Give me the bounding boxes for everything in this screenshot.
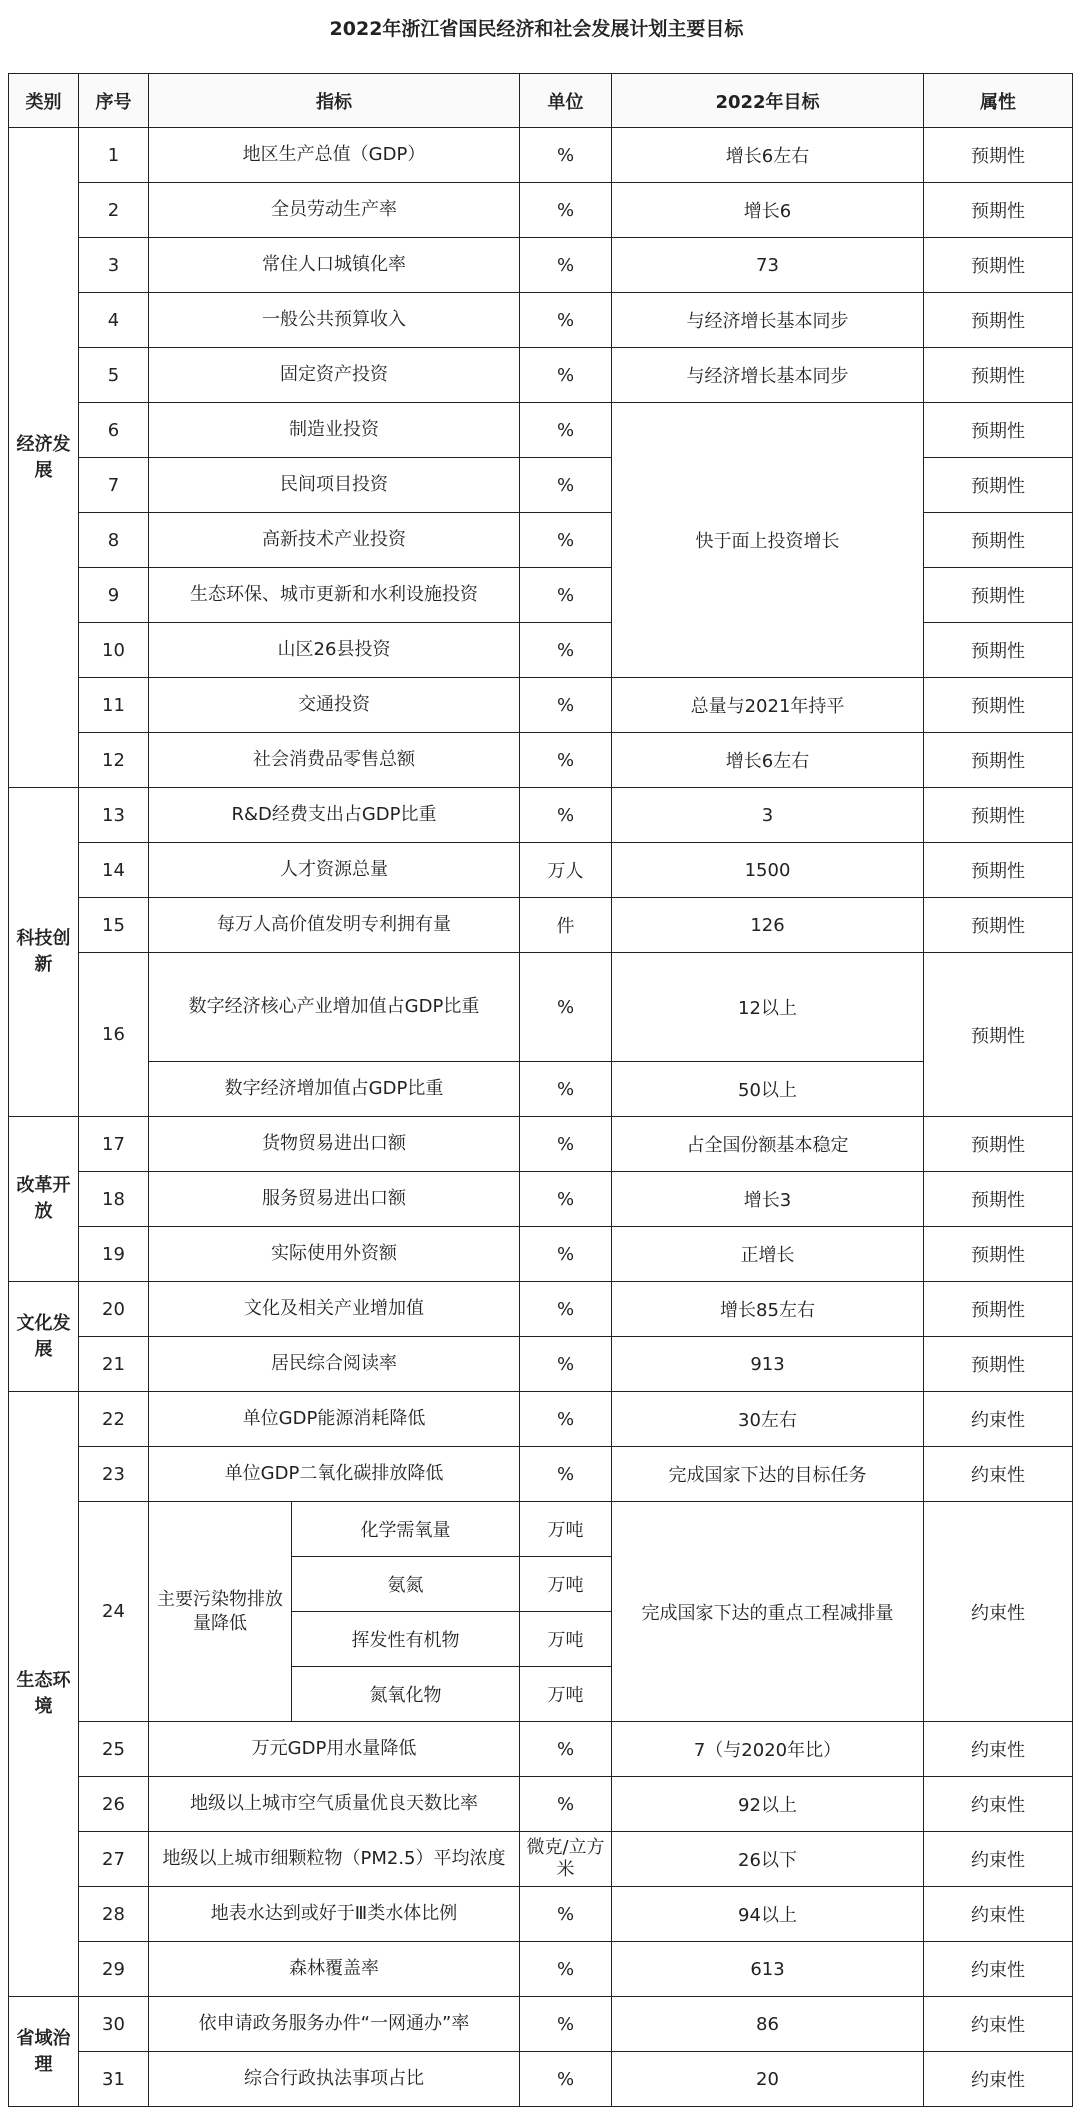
row-unit: % — [520, 513, 612, 568]
row-attribute: 预期性 — [924, 238, 1073, 293]
row-target: 3 — [612, 788, 924, 843]
row-number: 4 — [79, 293, 149, 348]
row-indicator: 民间项目投资 — [149, 458, 520, 513]
table-row — [9, 1227, 1073, 1282]
table-row — [9, 1887, 1073, 1942]
row-attribute: 约束性 — [924, 1502, 1073, 1722]
row-indicator: R&D经费支出占GDP比重 — [149, 788, 520, 843]
table-row — [9, 1062, 1073, 1117]
table-row — [9, 1722, 1073, 1777]
table-row — [9, 843, 1073, 898]
row-attribute: 约束性 — [924, 1447, 1073, 1502]
category-tech: 科技创新 — [9, 788, 79, 1117]
row-unit: % — [520, 458, 612, 513]
row-number: 14 — [79, 843, 149, 898]
row-unit: % — [520, 1117, 612, 1172]
row-target: 50以上 — [612, 1062, 924, 1117]
header-row — [9, 74, 1073, 128]
row-unit: % — [520, 2052, 612, 2107]
pollutant-name: 氮氧化物 — [292, 1667, 520, 1722]
row-unit: % — [520, 348, 612, 403]
table-row — [9, 953, 1073, 1062]
row-target: 1500 — [612, 843, 924, 898]
header-unit: 单位 — [520, 74, 612, 128]
row-number: 30 — [79, 1997, 149, 2052]
table-row — [9, 1392, 1073, 1447]
row-attribute: 预期性 — [924, 1337, 1073, 1392]
row-number: 16 — [79, 953, 149, 1117]
row-unit: % — [520, 678, 612, 733]
row-indicator: 单位GDP能源消耗降低 — [149, 1392, 520, 1447]
row-indicator: 实际使用外资额 — [149, 1227, 520, 1282]
row-unit: % — [520, 293, 612, 348]
row-number: 10 — [79, 623, 149, 678]
row-unit: % — [520, 1997, 612, 2052]
row-unit: % — [520, 1942, 612, 1997]
row-number: 20 — [79, 1282, 149, 1337]
table-row — [9, 128, 1073, 183]
pollutant-unit: 万吨 — [520, 1612, 612, 1667]
row-number: 7 — [79, 458, 149, 513]
row-unit: % — [520, 1282, 612, 1337]
row-unit: % — [520, 1062, 612, 1117]
row-target: 完成国家下达的目标任务 — [612, 1447, 924, 1502]
row-unit: % — [520, 623, 612, 678]
table-row — [9, 238, 1073, 293]
row-indicator: 单位GDP二氧化碳排放降低 — [149, 1447, 520, 1502]
row-number: 29 — [79, 1942, 149, 1997]
table-row — [9, 1832, 1073, 1887]
category-reform: 改革开放 — [9, 1117, 79, 1282]
row-target: 增长6 — [612, 183, 924, 238]
header-target: 2022年目标 — [612, 74, 924, 128]
row-attribute: 预期性 — [924, 513, 1073, 568]
row-unit: % — [520, 733, 612, 788]
header-number: 序号 — [79, 74, 149, 128]
row-attribute: 预期性 — [924, 953, 1073, 1117]
row-indicator: 万元GDP用水量降低 — [149, 1722, 520, 1777]
row-attribute: 预期性 — [924, 1227, 1073, 1282]
row-indicator: 全员劳动生产率 — [149, 183, 520, 238]
row-number: 28 — [79, 1887, 149, 1942]
row-indicator: 地级以上城市空气质量优良天数比率 — [149, 1777, 520, 1832]
row-number: 12 — [79, 733, 149, 788]
row-attribute: 预期性 — [924, 348, 1073, 403]
row-target: 与经济增长基本同步 — [612, 348, 924, 403]
table-row — [9, 1997, 1073, 2052]
row-target: 增长6左右 — [612, 733, 924, 788]
row-target: 94以上 — [612, 1887, 924, 1942]
table-row — [9, 678, 1073, 733]
row-unit: 件 — [520, 898, 612, 953]
table-row — [9, 733, 1073, 788]
row-attribute: 约束性 — [924, 1392, 1073, 1447]
row-attribute: 约束性 — [924, 1942, 1073, 1997]
row-target: 92以上 — [612, 1777, 924, 1832]
row-indicator: 一般公共预算收入 — [149, 293, 520, 348]
row-unit: % — [520, 1447, 612, 1502]
category-ecology: 生态环境 — [9, 1392, 79, 1997]
row-unit: % — [520, 183, 612, 238]
row-attribute: 约束性 — [924, 1722, 1073, 1777]
row-number: 19 — [79, 1227, 149, 1282]
table-row — [9, 1777, 1073, 1832]
row-number: 13 — [79, 788, 149, 843]
table-row — [9, 788, 1073, 843]
row-number: 23 — [79, 1447, 149, 1502]
row-indicator: 依申请政务服务办件“一网通办”率 — [149, 1997, 520, 2052]
row-attribute: 预期性 — [924, 1172, 1073, 1227]
row-number: 6 — [79, 403, 149, 458]
row-attribute: 预期性 — [924, 128, 1073, 183]
row-unit: 微克/立方米 — [520, 1832, 612, 1887]
row-unit: % — [520, 1722, 612, 1777]
row-target: 占全国份额基本稳定 — [612, 1117, 924, 1172]
table-row — [9, 898, 1073, 953]
row-number: 27 — [79, 1832, 149, 1887]
row-unit: % — [520, 238, 612, 293]
row-target: 26以下 — [612, 1832, 924, 1887]
row-indicator: 每万人高价值发明专利拥有量 — [149, 898, 520, 953]
table-row — [9, 1942, 1073, 1997]
row-indicator: 人才资源总量 — [149, 843, 520, 898]
row-target: 12以上 — [612, 953, 924, 1062]
row-target: 总量与2021年持平 — [612, 678, 924, 733]
row-target: 增长6左右 — [612, 128, 924, 183]
row-indicator: 森林覆盖率 — [149, 1942, 520, 1997]
row-number: 17 — [79, 1117, 149, 1172]
row-target: 30左右 — [612, 1392, 924, 1447]
row-unit: % — [520, 1392, 612, 1447]
row-attribute: 预期性 — [924, 458, 1073, 513]
row-unit: % — [520, 1337, 612, 1392]
row-number: 11 — [79, 678, 149, 733]
row-attribute: 预期性 — [924, 678, 1073, 733]
row-unit: % — [520, 1172, 612, 1227]
row-number: 9 — [79, 568, 149, 623]
category-culture: 文化发展 — [9, 1282, 79, 1392]
table-row — [9, 183, 1073, 238]
row-unit: % — [520, 403, 612, 458]
row-indicator: 交通投资 — [149, 678, 520, 733]
row-indicator: 文化及相关产业增加值 — [149, 1282, 520, 1337]
pollutant-name: 挥发性有机物 — [292, 1612, 520, 1667]
row-target: 正增长 — [612, 1227, 924, 1282]
row-target: 与经济增长基本同步 — [612, 293, 924, 348]
row-attribute: 预期性 — [924, 898, 1073, 953]
row-unit: % — [520, 1777, 612, 1832]
row-number: 5 — [79, 348, 149, 403]
table-row — [9, 1117, 1073, 1172]
row-number: 31 — [79, 2052, 149, 2107]
pollutant-name: 化学需氧量 — [292, 1502, 520, 1557]
targets-table — [8, 73, 1073, 2107]
row-indicator: 货物贸易进出口额 — [149, 1117, 520, 1172]
row-indicator: 服务贸易进出口额 — [149, 1172, 520, 1227]
row-indicator: 高新技术产业投资 — [149, 513, 520, 568]
row-attribute: 约束性 — [924, 1887, 1073, 1942]
row-indicator: 制造业投资 — [149, 403, 520, 458]
row-unit: 万人 — [520, 843, 612, 898]
row-target: 86 — [612, 1997, 924, 2052]
row-unit: % — [520, 788, 612, 843]
row-indicator: 居民综合阅读率 — [149, 1337, 520, 1392]
row-number: 2 — [79, 183, 149, 238]
row-indicator: 地表水达到或好于Ⅲ类水体比例 — [149, 1887, 520, 1942]
row-attribute: 预期性 — [924, 733, 1073, 788]
row-number: 24 — [79, 1502, 149, 1722]
pollutant-name: 氨氮 — [292, 1557, 520, 1612]
table-row — [9, 293, 1073, 348]
row-attribute: 预期性 — [924, 403, 1073, 458]
category-economy: 经济发展 — [9, 128, 79, 788]
row-number: 18 — [79, 1172, 149, 1227]
row-target: 126 — [612, 898, 924, 953]
header-category: 类别 — [9, 74, 79, 128]
table-row — [9, 1447, 1073, 1502]
table-row — [9, 1282, 1073, 1337]
row-target: 增长3 — [612, 1172, 924, 1227]
row-number: 25 — [79, 1722, 149, 1777]
row-number: 26 — [79, 1777, 149, 1832]
row-indicator: 常住人口城镇化率 — [149, 238, 520, 293]
row-attribute: 约束性 — [924, 2052, 1073, 2107]
row-attribute: 预期性 — [924, 183, 1073, 238]
row-indicator: 数字经济核心产业增加值占GDP比重 — [149, 953, 520, 1062]
row-number: 22 — [79, 1392, 149, 1447]
row-attribute: 预期性 — [924, 293, 1073, 348]
row-number: 1 — [79, 128, 149, 183]
row-target: 20 — [612, 2052, 924, 2107]
row-indicator: 主要污染物排放量降低 — [149, 1502, 292, 1722]
row-unit: % — [520, 128, 612, 183]
table-row — [9, 1502, 1073, 1557]
row-unit: % — [520, 1887, 612, 1942]
row-attribute: 预期性 — [924, 788, 1073, 843]
table-row — [9, 403, 1073, 458]
row-indicator: 生态环保、城市更新和水利设施投资 — [149, 568, 520, 623]
row-indicator: 山区26县投资 — [149, 623, 520, 678]
row-target: 7（与2020年比） — [612, 1722, 924, 1777]
header-indicator: 指标 — [149, 74, 520, 128]
row-target: 增长85左右 — [612, 1282, 924, 1337]
row-attribute: 预期性 — [924, 623, 1073, 678]
row-target-merged: 快于面上投资增长 — [612, 403, 924, 678]
pollutant-unit: 万吨 — [520, 1667, 612, 1722]
row-number: 3 — [79, 238, 149, 293]
table-row — [9, 1172, 1073, 1227]
row-indicator: 社会消费品零售总额 — [149, 733, 520, 788]
row-target: 完成国家下达的重点工程减排量 — [612, 1502, 924, 1722]
row-attribute: 预期性 — [924, 843, 1073, 898]
row-number: 21 — [79, 1337, 149, 1392]
row-attribute: 预期性 — [924, 1117, 1073, 1172]
table-row — [9, 1337, 1073, 1392]
pollutant-unit: 万吨 — [520, 1502, 612, 1557]
row-number: 15 — [79, 898, 149, 953]
row-unit: % — [520, 953, 612, 1062]
row-attribute: 约束性 — [924, 1832, 1073, 1887]
table-row — [9, 348, 1073, 403]
row-indicator: 固定资产投资 — [149, 348, 520, 403]
row-unit: % — [520, 1227, 612, 1282]
header-attribute: 属性 — [924, 74, 1073, 128]
row-attribute: 约束性 — [924, 1997, 1073, 2052]
row-target: 613 — [612, 1942, 924, 1997]
row-target: 73 — [612, 238, 924, 293]
row-indicator: 地级以上城市细颗粒物（PM2.5）平均浓度 — [149, 1832, 520, 1887]
row-attribute: 预期性 — [924, 568, 1073, 623]
row-indicator: 数字经济增加值占GDP比重 — [149, 1062, 520, 1117]
row-unit: % — [520, 568, 612, 623]
page-title: 2022年浙江省国民经济和社会发展计划主要目标 — [329, 18, 744, 40]
table-row — [9, 2052, 1073, 2107]
pollutant-unit: 万吨 — [520, 1557, 612, 1612]
row-number: 8 — [79, 513, 149, 568]
row-attribute: 约束性 — [924, 1777, 1073, 1832]
row-indicator: 综合行政执法事项占比 — [149, 2052, 520, 2107]
category-governance: 省域治理 — [9, 1997, 79, 2107]
row-indicator: 地区生产总值（GDP） — [149, 128, 520, 183]
row-attribute: 预期性 — [924, 1282, 1073, 1337]
row-target: 913 — [612, 1337, 924, 1392]
